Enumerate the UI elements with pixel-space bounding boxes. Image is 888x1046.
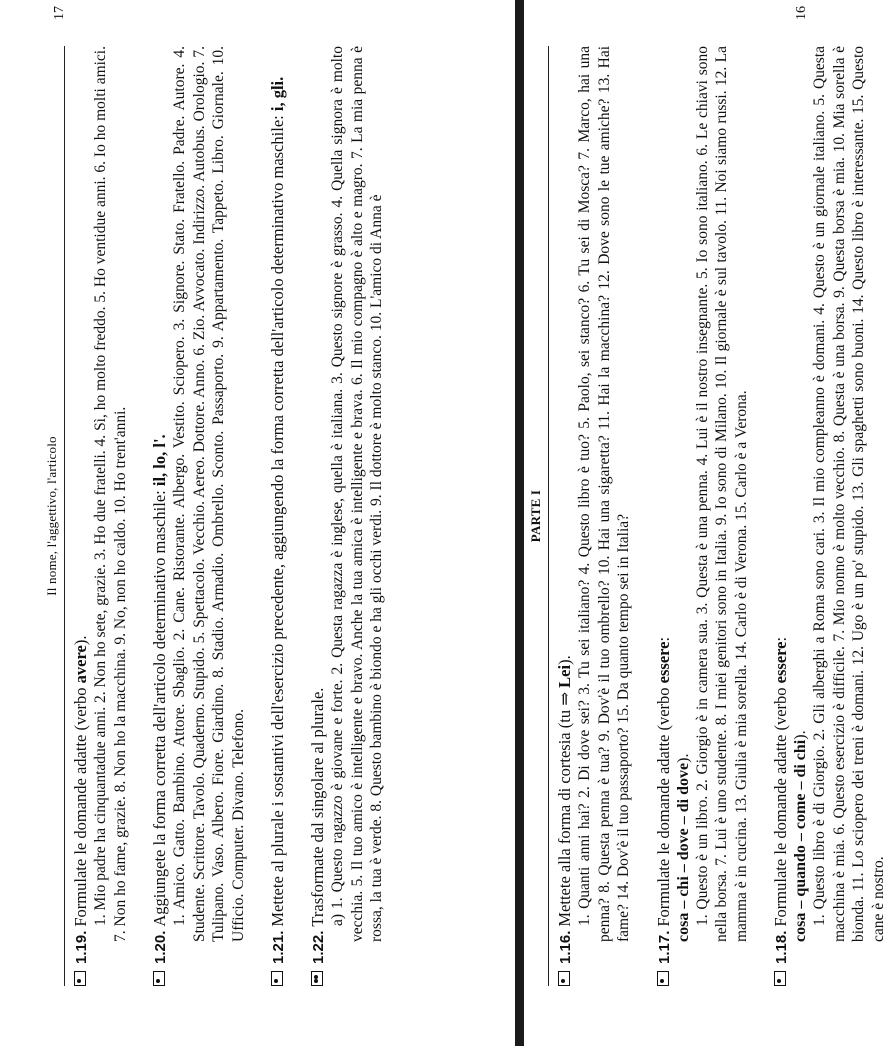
running-header-right: Il nome, l'aggettivo, l'articolo xyxy=(44,436,59,596)
exercise-1-20 xyxy=(150,46,248,986)
exercise-text: a) 1. Questo ragazzo è giovane e forte. 2. Questa ragazza è inglese, quella è italiana. 3. Questo signore è grasso. 4. Quella signora è molto vecchia. 5. Il tuo amico è intelligente e bravo. Anche la tua amica è intelligente e brava. 6. Il mio compagno è alto e magro. 7. La mia penna è rossa, la tua è verde. 8. Questo bambino è biondo e ha gli occhi verdi. 9. Il dottore è molto stanco. 10. L'amico di Anna è xyxy=(329,46,385,942)
running-header-left: PARTE I xyxy=(528,489,543,543)
header-rule xyxy=(64,46,65,986)
exercise-text: 1. Quanti anni hai? 2. Di dove sei? 3. Tu sei italiano? 4. Questo libro è tuo? 5. Paolo, sei stanco? 6. Tu sei di Mosca? 7. Marco, hai una penna? 8. Questa penna è tua? 9. Dov'è il tuo ombrello? 10. Hai una sigaretta? 11. Hai la macchina? 12. Dove sono le tue amiche? 13. Hai fame? 14. Dov'è il tuo passaporto? 15. Da quanto tempo sei in Italia? xyxy=(576,46,632,942)
exercise-instruction: 1.20.Aggiungete la forma corretta dell'articolo determinativo maschile: il, lo, l'. xyxy=(150,434,169,964)
exercise-text: 1. Questo libro è di Giorgio. 2. Gli alberghi a Roma sono cari. 3. Il mio compleanno è domani. 4. Questo è un giornale italiano. 5. Questa macchina è mia. 6. Questo esercizio è difficile. 7. Mio nonno è molto vecchio. 8. Questa è una borsa. 9. Questa borsa è mia. 10. Mia sorella è bionda. 11. Lo sciopero dei treni è domani. 12. Ugo è un po' stupido. 13. Gli spaghetti sono buoni. 14. Questo libro è interessante. 15. Questo cane è nostro. xyxy=(811,46,887,942)
exercise-subline: cosa – quando – come – di chi). xyxy=(792,730,809,942)
page-16 xyxy=(528,6,887,986)
exercise-subline: cosa – chi – dove – di dove). xyxy=(674,753,692,942)
book-gutter xyxy=(515,0,524,1046)
exercise-1-16 xyxy=(555,46,634,986)
audio-cassette-icon xyxy=(311,971,323,986)
exercise-1-22 xyxy=(308,46,387,986)
page-number-right: 17 xyxy=(52,6,67,20)
exercise-text: 1. Mio padre ha cinquantadue anni. 2. Non ho sete, grazie. 3. Ho due fratelli. 4. Sì, ho molto freddo. 5. Ho ventidue anni. 6. Io ho molti amici. 7. Non ho fame, grazie. 8. Non ho la macchina. 9. No, non ho caldo. 10. Ho trent'anni. xyxy=(92,46,129,942)
exercise-1-19 xyxy=(71,46,130,986)
exercise-1-17 xyxy=(654,46,752,986)
audio-cassette-icon xyxy=(153,971,165,986)
audio-cassette-icon xyxy=(774,971,786,986)
exercise-instruction: 1.21.Mettete al plurale i sostantivi dell'esercizio precedente, aggiungendo la forma corretta dell'articolo determinativo maschile: i, gli. xyxy=(268,76,287,964)
exercise-instruction: 1.22.Trasformate dal singolare al plurale. xyxy=(308,687,327,964)
exercise-instruction: 1.18.Formulate le domande adatte (verbo essere: xyxy=(771,636,790,964)
exercise-1-18 xyxy=(771,46,888,986)
exercise-text: 1. Amico. Gatto. Bambino. Attore. Sbaglio. 2. Cane. Ristorante. Albergo. Vestito. Sciopero. 3. Signore. Stato. Fratello. Padre. Autore. 4. Studente. Scrittore. Tavolo. Quaderno. Stupido. 5. Spettacolo. Vecchio. Aereo. Dottore. Anno. 6. Zio. Avvocato. Indirizzo. Autobus. Orologio. 7. Tulipano. Vaso. Albero. Fiore. Giardino. 8. Stadio. Armadio. Ombrello. Sconto. Passaporto. 9. Appartamento. Tappeto. Libro. Giornale. 10. Ufficio. Computer. Divano. Telefono. xyxy=(171,46,247,942)
exercise-text: 1. Questo è un libro. 2. Giorgio è in camera sua. 3. Questa è una penna. 4. Lui è il nostro insegnante. 5. Io sono italiano. 6. Le chiavi sono nella borsa. 7. Lui è uno studente. 8. I miei genitori sono in Italia. 9. Io sono di Milano. 10. Il giornale è sul tavolo. 11. Noi siamo russi. 12. La mamma è in cucina. 13. Giulia è mia sorella. 14. Carlo è di Verona. 15. Carlo è a Verona. xyxy=(693,46,750,942)
audio-cassette-icon xyxy=(657,971,669,986)
exercise-instruction: 1.17.Formulate le domande adatte (verbo essere: xyxy=(653,636,673,964)
exercise-instruction: 1.19.Formulate le domande adatte (verbo avere). xyxy=(71,635,90,964)
exercise-1-21 xyxy=(268,46,288,986)
page-number-left: 16 xyxy=(794,6,809,20)
exercise-instruction: 1.16.Mettete alla forma di cortesia (tu ⇒ Lei). xyxy=(555,655,574,964)
page-17 xyxy=(10,6,510,986)
header-rule xyxy=(548,46,549,986)
audio-cassette-icon xyxy=(558,971,570,986)
audio-cassette-icon xyxy=(271,971,283,986)
audio-cassette-icon xyxy=(74,971,86,986)
